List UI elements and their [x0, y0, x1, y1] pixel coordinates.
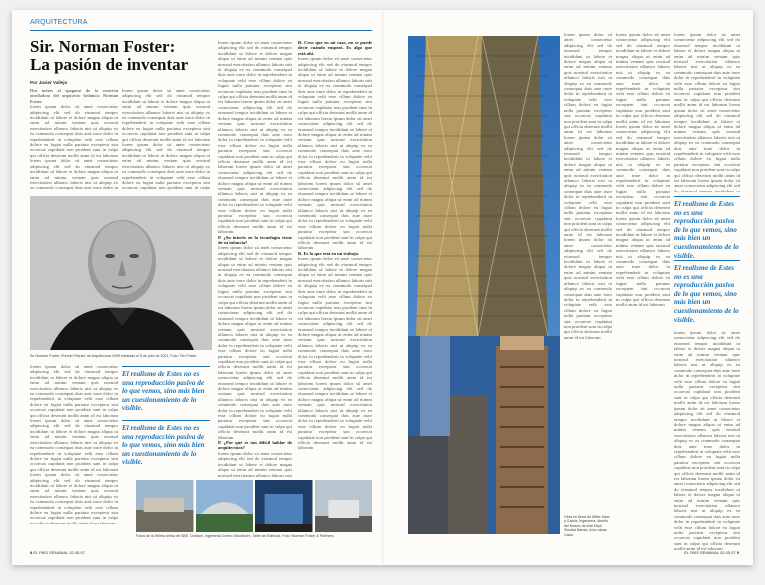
portrait-photo: [30, 196, 212, 350]
pull-quote-rule: [122, 366, 210, 367]
magazine-spread: [12, 10, 753, 565]
pull-quote: El realismo de Estes no es una reproducción pasiva de lo que vemos, sino más bien un cuestionamiento de lo visible.: [674, 200, 739, 260]
page-gutter: [382, 10, 384, 565]
folio-text: EL PAÍS SEMANAL 02.05.07: [684, 550, 736, 555]
right-body-column-3-top: [674, 32, 740, 192]
pull-quote-rule: [674, 196, 740, 197]
body-column-4: [298, 40, 372, 478]
byline: Por Javier Vallejo: [30, 80, 68, 85]
right-body-column-1: [564, 32, 612, 512]
title-line-2: La pasión de inventar: [30, 55, 189, 74]
page-number: 8: [30, 550, 33, 555]
right-body-column-3-bottom: [674, 330, 740, 552]
article-title: [30, 38, 190, 74]
intro-text: Dos meses al apagarse de la creación arrolladora del arquitecto británico Norman Foster,: [30, 88, 118, 104]
skyscraper-illustration: [408, 36, 560, 534]
body-column-3: [218, 40, 292, 478]
body-filler: [564, 32, 612, 340]
page-number: 9: [736, 550, 739, 555]
thumbnail-photo: [255, 480, 313, 532]
photos-caption: Fotos de la Wileta arriba de SBE. Durham, Ingeniería Centro Stockholm, Taller de Edificios. Foto: Norman Foster & Partners.: [136, 534, 335, 538]
folio-right: [684, 550, 739, 555]
qa-question: P. ¿Su interés en la tecnología viene de su infancia?: [218, 234, 292, 246]
qa-answer: R. Creo que en mi caso, no se puede decir cuándo empezó. Es algo que está ahí.: [298, 40, 372, 56]
skyscraper-photo: [408, 36, 560, 534]
body-filler: [218, 451, 292, 478]
body-filler: [30, 104, 118, 192]
portrait-caption: Sir Norman Foster, Premio Pritzker de Arquitectura 1999 retratado el 5 de julio de 2001, Foto: Tim Foster: [30, 354, 197, 358]
body-filler: [616, 32, 670, 308]
body-column-1-bottom: [30, 364, 118, 524]
body-filler: [298, 56, 372, 251]
pull-quote-rule: [674, 260, 740, 261]
folio-left: [30, 550, 85, 555]
section-rule: [30, 30, 372, 31]
body-filler: [674, 32, 740, 192]
section-label: ARQUITECTURA: [30, 19, 88, 26]
title-line-1: Sir. Norman Foster:: [30, 37, 176, 56]
thumbnail-photo: [136, 480, 194, 532]
body-filler: [30, 364, 118, 524]
tower-caption: Obra en tierra de Miller Marc y Garcia. Ingeniería, diseño del Museo de Arte Dept. Sinodia Banda, Ana Laicas Caba.: [564, 515, 610, 537]
body-filler: [218, 245, 292, 440]
portrait-illustration: [30, 196, 212, 350]
body-filler: [218, 40, 292, 235]
pull-quote-rule: [122, 420, 210, 421]
body-filler: [674, 330, 740, 552]
pull-quote: El realismo de Estes no es una reproducción pasiva de lo que vemos, sino más bien un cuestionamiento de lo visible.: [122, 424, 205, 467]
pull-quote: El realismo de Estes no es una reproducción pasiva de lo que vemos, sino más bien un cuestionamiento de lo visible.: [122, 370, 205, 413]
thumbnail-photo: [315, 480, 373, 532]
pull-quote: El realismo de Estes no es una reproducción pasiva de lo que vemos, sino más bien un cuestionamiento de lo visible.: [674, 264, 739, 324]
body-column-2-top: [122, 88, 210, 192]
right-body-column-2: [616, 32, 670, 552]
body-column-1-top: [30, 88, 118, 192]
body-filler: [122, 88, 210, 192]
project-thumbnails: [136, 480, 372, 532]
thumbnail-photo: [196, 480, 254, 532]
folio-text: EL PAÍS SEMANAL 02.05.07: [33, 550, 85, 555]
body-filler: [298, 256, 372, 451]
qa-question: P. ¿Por qué es tan difícil hablar de arquitectura?: [218, 440, 292, 451]
qa-answer: R. Es lo que está en mi trabajo.: [298, 250, 360, 256]
